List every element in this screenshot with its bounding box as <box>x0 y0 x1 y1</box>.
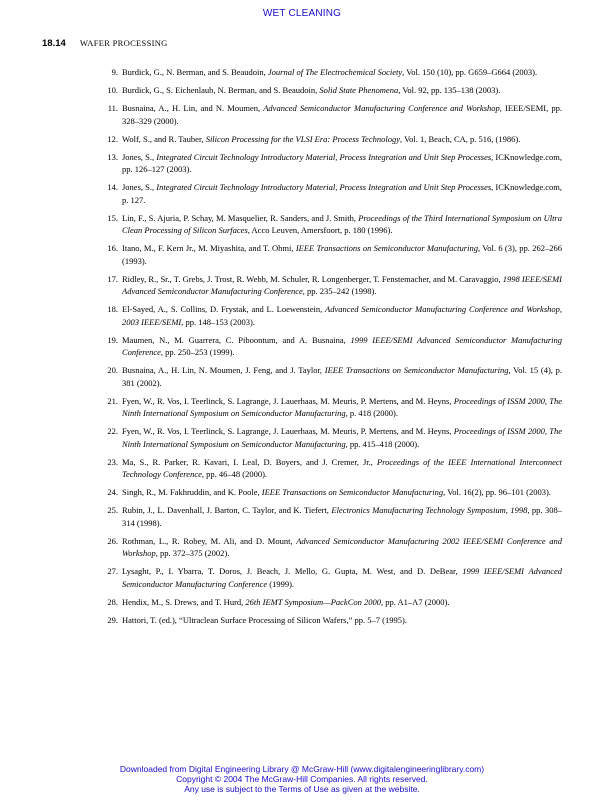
chapter-title: WAFER PROCESSING <box>79 38 168 48</box>
reference-details: , pp. 250–253 (1999). <box>160 347 235 357</box>
page-header <box>42 38 562 49</box>
reference-source-title: Integrated Circuit Technology Introductory Material, Process Integration and Unit Step Processes <box>156 182 492 192</box>
reference-list <box>106 66 562 632</box>
reference-source-title: Advanced Semiconductor Manufacturing Conference and Workshop, 2003 IEEE/SEMI <box>122 304 563 327</box>
reference-details: , pp. 148–153 (2003). <box>181 316 255 327</box>
reference-authors: Itano, M., F. Kern Jr., M. Miyashita, and T. Ohmi, <box>122 243 296 253</box>
reference-item <box>106 212 562 237</box>
reference-item <box>106 596 562 609</box>
running-banner: WET CLEANING <box>262 8 342 19</box>
reference-details: , Vol. 6 (3), pp. 262–266 (1993). <box>122 243 562 266</box>
reference-authors: Burdick, G., S. Eichenlaub, N. Berman, and S. Beaudoin, <box>122 85 320 95</box>
reference-details: , pp. 372–375 (2002). <box>155 548 230 558</box>
reference-details: , Vol. 15 (4), p. 381 (2002). <box>122 365 562 388</box>
reference-details: , p. 418 (2000). <box>345 408 398 418</box>
reference-authors: Burdick, G., N. Berman, and S. Beaudoin, <box>122 67 268 77</box>
reference-item <box>106 273 562 298</box>
reference-item <box>106 84 562 97</box>
reference-item <box>106 395 562 420</box>
reference-number: 21. <box>107 395 118 406</box>
reference-number: 9. <box>111 67 118 77</box>
footer-download-line[interactable]: Downloaded from Digital Engineering Library @ McGraw-Hill (www.digitalengineeringlibrary.com) <box>119 764 485 774</box>
reference-item <box>106 303 562 328</box>
reference-number: 22. <box>107 426 118 436</box>
reference-source-title: Electronics Manufacturing Technology Symposium, 1998 <box>331 505 528 515</box>
reference-number: 15. <box>107 212 118 223</box>
reference-details: , ICKnowledge.com, pp. 126–127 (2003). <box>122 151 562 174</box>
reference-authors: Jones, S., <box>122 151 157 162</box>
reference-details: , Vol. 150 (10), pp. G659–G664 (2003). <box>402 67 538 77</box>
reference-number: 28. <box>107 596 118 607</box>
reference-source-title: 26th IEMT Symposium—PackCon 2000 <box>245 596 382 607</box>
reference-item <box>106 535 562 560</box>
reference-number: 25. <box>107 505 118 515</box>
reference-number: 10. <box>107 85 118 95</box>
reference-number: 18. <box>107 304 118 314</box>
reference-item <box>106 151 562 176</box>
reference-details: , pp. 235–242 (1998). <box>302 286 377 296</box>
reference-authors: Rothman, L., R. Robey, M. Ali, and D. Mount, <box>122 535 297 546</box>
reference-item <box>106 133 562 146</box>
reference-source-title: Proceedings of the Third International Symposium on Ultra Clean Processing of Silicon Surfaces <box>122 212 562 235</box>
reference-authors: Busnaina, A., H. Lin, and N. Moumen, <box>122 103 264 113</box>
reference-details: , IEEE/SEMI, pp. 328–329 (2000). <box>122 103 563 126</box>
reference-authors: Maumen, N., M. Guarrera, C. Piboontum, and A. Busnaina, <box>122 334 351 345</box>
reference-authors: Singh, R., M. Fakhruddin, and K. Poole, <box>122 487 262 497</box>
reference-source-title: Proceedings of ISSM 2000, The Ninth International Symposium on Semiconductor Manufacturing <box>122 395 562 418</box>
reference-number: 16. <box>107 243 118 253</box>
reference-item <box>106 102 562 127</box>
reference-number: 11. <box>107 103 118 113</box>
page-number: 18.14 <box>42 38 66 49</box>
reference-number: 12. <box>107 133 118 144</box>
reference-authors: El-Sayed, A., S. Collins, D. Frystak, and L. Loewenstein, <box>122 304 326 314</box>
reference-number: 27. <box>107 566 118 576</box>
reference-authors: Ma, S., R. Parker, R. Kavari, I. Leal, D. Boyers, and J. Cremer, Jr., <box>122 456 377 467</box>
reference-number: 17. <box>107 273 118 284</box>
reference-details: , pp. 308–314 (1998). <box>122 505 562 528</box>
reference-details: , Vol. 16(2), pp. 96–101 (2003). <box>443 487 551 497</box>
reference-authors: Hattori, T. (ed.), “Ultraclean Surface Processing of Silicon Wafers,” pp. 5–7 (1995). <box>122 614 407 625</box>
reference-details: , Vol. 92, pp. 135–138 (2003). <box>398 85 501 95</box>
reference-source-title: IEEE Transactions on Semiconductor Manufacturing <box>261 487 444 497</box>
footer-terms-line[interactable]: Any use is subject to the Terms of Use as given at the website. <box>184 784 420 794</box>
copyright-footer <box>0 764 604 794</box>
reference-authors: Ridley, R., Sr., T. Grebs, J. Trost, R. Webb, M. Schuler, R. Longenberger, T. Fenstemacher, and M. Caravaggio, <box>122 273 503 284</box>
reference-number: 13. <box>107 151 118 162</box>
reference-item <box>106 614 562 627</box>
reference-item <box>106 334 562 359</box>
reference-item <box>106 565 562 590</box>
reference-source-title: Silicon Processing for the VLSI Era: Process Technology <box>205 133 400 144</box>
reference-details: (1999). <box>267 578 295 589</box>
reference-authors: Hendix, M., S. Drews, and T. Hurd, <box>122 596 246 607</box>
reference-source-title: Integrated Circuit Technology Introductory Material, Process Integration and Unit Step Processes <box>156 151 492 162</box>
reference-item <box>106 425 562 450</box>
reference-source-title: IEEE Transactions on Semiconductor Manufacturing <box>295 243 478 253</box>
reference-source-title: 1998 IEEE/SEMI Advanced Semiconductor Manufacturing Conference <box>122 273 562 296</box>
reference-authors: Lysaght, P., I. Ybarra, T. Doros, J. Beach, J. Mello, G. Gupta, M. West, and D. DeBear, <box>122 566 463 576</box>
reference-details: , pp. 46–48 (2000). <box>201 469 268 479</box>
reference-number: 14. <box>107 182 118 192</box>
reference-item <box>106 504 562 529</box>
reference-source-title: Journal of The Electrochemical Society <box>267 67 403 77</box>
reference-source-title: IEEE Transactions on Semiconductor Manufacturing <box>324 365 509 375</box>
reference-details: , Vol. 1, Beach, CA, p. 516, (1986). <box>399 133 521 144</box>
footer-copyright-line: Copyright © 2004 The McGraw-Hill Companies. All rights reserved. <box>176 774 428 784</box>
reference-details: , ICKnowledge.com, p. 127. <box>122 182 562 205</box>
reference-authors: Fyen, W., R. Vos, I. Teerlinck, S. Lagrange, J. Lauerhaas, M. Meuris, P. Mertens, and M. Heyns, <box>122 395 454 406</box>
reference-item <box>106 364 562 389</box>
reference-number: 19. <box>107 334 118 345</box>
reference-authors: Lin, F., S. Ajuria, P. Schay, M. Masquelier, R. Sanders, and J. Smith, <box>122 212 359 223</box>
reference-authors: Jones, S., <box>122 182 157 192</box>
reference-source-title: 1999 IEEE/SEMI Advanced Semiconductor Manufacturing Conference <box>122 566 563 589</box>
reference-details: , Acco Leuven, Amersfoort, p. 180 (1996). <box>247 225 393 235</box>
reference-source-title: Proceedings of ISSM 2000, The Ninth International Symposium on Semiconductor Manufacturing <box>122 426 562 449</box>
reference-authors: Wolf, S., and R. Tauber, <box>122 133 206 144</box>
reference-source-title: Advanced Semiconductor Manufacturing Conference and Workshop <box>263 103 500 113</box>
reference-authors: Busnaina, A., H. Lin, N. Moumen, J. Feng, and J. Taylor, <box>122 365 325 375</box>
reference-source-title: Proceedings of the IEEE International Interconnect Technology Conference <box>122 456 562 479</box>
reference-item <box>106 242 562 267</box>
reference-details: , pp. A1–A7 (2000). <box>381 596 450 607</box>
reference-source-title: 1999 IEEE/SEMI Advanced Semiconductor Manufacturing Conference <box>122 334 563 357</box>
reference-item <box>106 181 562 206</box>
reference-details: , pp. 415–418 (2000). <box>345 438 420 449</box>
reference-item <box>106 486 562 499</box>
reference-item <box>106 456 562 481</box>
reference-number: 23. <box>107 456 118 467</box>
reference-number: 26. <box>107 535 118 546</box>
reference-source-title: Solid State Phenomena <box>319 85 399 95</box>
reference-number: 29. <box>107 614 118 625</box>
reference-number: 20. <box>107 365 118 375</box>
reference-authors: Fyen, W., R. Vos, I. Teerlinck, S. Lagrange, J. Lauerhaas, M. Meuris, P. Mertens, and M. Heyns, <box>122 426 454 436</box>
reference-item <box>106 66 562 79</box>
reference-source-title: Advanced Semiconductor Manufacturing 2002 IEEE/SEMI Conference and Workshop <box>122 535 562 558</box>
reference-authors: Rubin, J., L. Davenhall, J. Barton, C. Taylor, and K. Tiefert, <box>122 505 332 515</box>
reference-number: 24. <box>107 487 118 497</box>
